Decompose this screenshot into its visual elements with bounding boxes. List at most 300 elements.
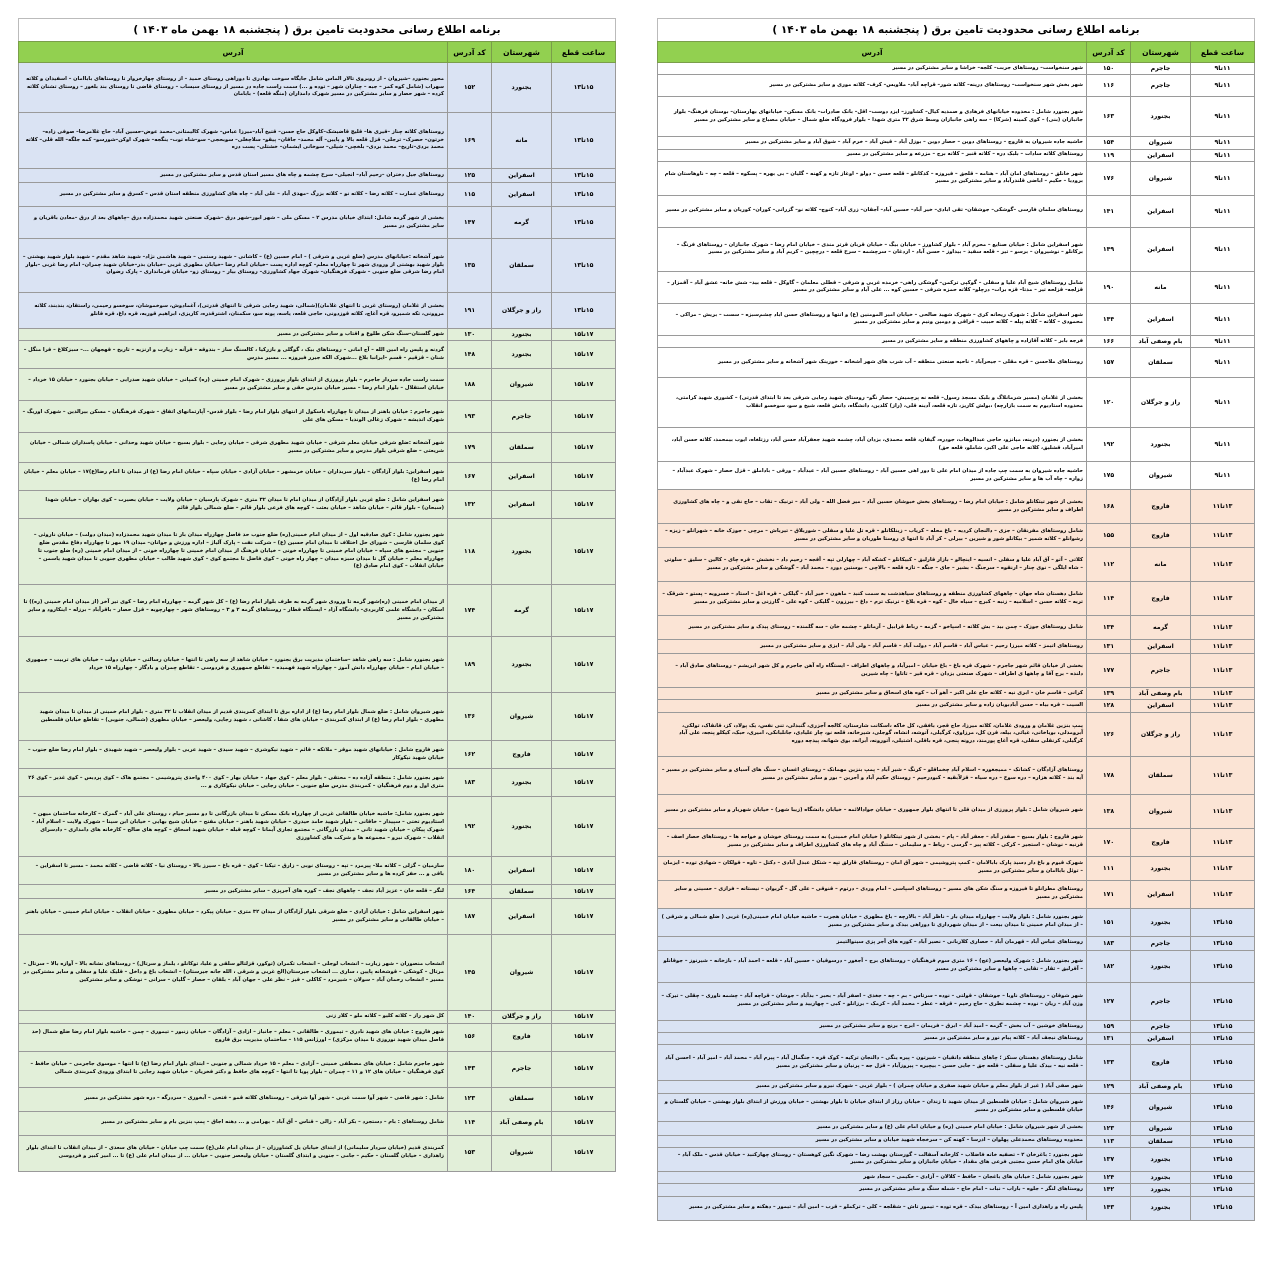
cut-time-cell: ۱۷تا۱۵ [552,401,616,433]
county-cell: شیروان [1131,1093,1191,1121]
cut-time-cell: ۱۱تا۹ [1191,462,1255,490]
address-code-cell: ۱۵۲ [448,63,492,113]
county-cell: اسفراین [1131,149,1191,161]
address-cell: لنگر – قلعه خان – عزیز آباد نجف – چاههای نجف – کوره های آجرپزی – سایر مشترکین در مسیر [19,885,448,899]
address-code-cell: ۱۴۳ [1087,1196,1131,1220]
address-cell: روستاهای جیل دختران –رحیم آباد– انجیلی– سرخ چشمه و چاه های مسیر استان قدس و سایر مشترکین در مسیر [19,169,448,183]
table-row [658,271,1255,303]
cut-time-cell: ۱۵تا۱۳ [552,63,616,113]
address-cell: روستاهای مطرانلو تا فیروزه و سنگ شکن های مسیر – روستاهای اسپاسی – امام وردی – درتوم – قنوقی – علی گل – گریوان – نیستانه – فرازی – حسینی و سایر مشترکین در مسیر [658,880,1087,908]
address-cell: انشعاب منصوران – شهر زیارت – انشعاب لوجلی – انشعاب تکمران (توکور، قزلتالو سلقی و علیا، توکانلو ، یلماز و سرتال) – روستاهای نشانه بالا – آوازه بالا – سرتال – مرتال – کوشکی – قوشخانه پایین ، ساری ... انشعاب جیرستان(الخ غربی و شرقی ، الله جانه جیرستان) – انشعاب باغ و داخل – قلیک علیا و سفلی و سایر مشترکین در مسیر – انشعاب رحمان آباد – سولان – شیرمرد – کاکلی – قیز – نظر علی – جهان آباد – بلقان – حصار – گلیان – سرانی – نوشکی و سایر مشترکین [19,935,448,1011]
address-cell: بخشی از شهر تیتکانلو شامل : خیابان امام رضا – روستاهای بخش خبوشان حسین آباد – میر فضل الله – ولی آباد – ترنیک – تقاب – حاج نقی و – چاه های کشاورزی اطراف و سایر مشترکین در مسیر [658,490,1087,524]
address-code-cell: ۱۷۰ [1087,828,1131,856]
county-cell: بام وصفی آباد [1131,688,1191,700]
cut-time-cell: ۱۱تا۹ [1191,335,1255,347]
cut-time-cell: ۱۱تا۹ [1191,149,1255,161]
address-cell: شامل روستاهای شیخ آباد علیا و سفلی – گوکپی ترکمن– گوشکی راهی– خرمده غربی و شرقی – قطلی معلمان – گاوکل – قلعه بید– شش خانه– عشق آباد – آقمزار – قزلجه– قزلحه تیر – مدتا– قزه برات– درچلو– کلاته حمزه شرقی – حسین کوه ... علی آباد و سایر مشترکین در مسیر [658,271,1087,303]
address-cell: کل شهر راز – کلاته کلیو – کلاته ملو – کلار زنی [19,1011,448,1023]
address-cell: سارمیان – گزلی – کلاته ملا– پیرمرد – تپه – روستای نوبی – زارق – تیکنا – کوی – قره باغ – سیرز بالا – روستای نیا – کلاته قاضی – کلاته محمد – مسیر تا اسفراین – باقی و ... حفر کرده ها و سایر مشترکین در مسیر [19,857,448,885]
address-code-cell: ۱۸۰ [448,857,492,885]
address-cell: حاشیه جاده شیروان به سمت چپ جاده از میدان امام علی تا دور اهی حسین آباد – روستاهای حسین آباد – عیدآباد – ورقی – باداملق – قزل حصار – شهرک عبدآباد – زواره – چاه آب ها و سایر مشترکین در مسیر [658,462,1087,490]
address-code-cell: ۱۱۴ [448,1111,492,1135]
address-code-cell: ۱۲۸ [1087,700,1131,712]
address-code-cell: ۱۹۰ [1087,271,1131,303]
col-header-address: آدرس [658,42,1087,63]
address-cell: حاشیه جاده شیروان به قاروچ – روستاهای دوین – حصار دوین – بوزل آباد – قیش آباد – خرم آباد – شوق آباد و سایر مشترکین در مسیر [658,137,1087,149]
table-row [658,195,1255,227]
county-cell: شیروان [1131,1121,1191,1135]
cut-time-cell: ۱۱تا۹ [1191,161,1255,195]
county-cell: جاجرم [1131,654,1191,688]
address-code-cell: ۱۱۵ [448,183,492,207]
county-cell: بجنورد [1131,1184,1191,1196]
county-cell: اسفراین [1131,640,1191,654]
address-code-cell: ۱۴۲ [1087,1184,1131,1196]
address-code-cell: ۱۱۱ [1087,856,1131,880]
address-cell: گردنه و پلیس راه امین الله – آج امانی – روستاهای بیک ، گوگلی و بازرکیا ، کالسنگ ساز – بندوقه – قرآنه – زیارت و ارنزیه – تاریخ – قهجهان ...– سبزکلاغ – قرا منگل – شنان – قزقیم – قسم –ایرانبا بلاغ ...شهرک الکه جیرر فیروزه ... مسیر مدرس [19,341,448,369]
cut-time-cell: ۱۳تا۱۱ [1191,700,1255,712]
county-cell: شیروان [1131,462,1191,490]
table-row [658,828,1255,856]
table-row [658,880,1255,908]
address-code-cell: ۱۵۷ [1087,348,1131,378]
county-cell: بجنورد [492,637,552,693]
cut-time-cell: ۱۵تا۱۳ [1191,1020,1255,1032]
county-cell: فاروج [1131,524,1191,548]
table-row [658,1147,1255,1171]
address-cell: کمربندی قدیم (خیابان سردار سلیمانی) از ابتدای خیابان یل کشاورزان – از میدان امام علی(ع) سمت چپ خیابان – خیابان های سعدی – از میدان انقلاب تا ابتدای بلوار زاهداری – خیابان گلستان – حکیم – جامی – جنوبی و ابتدای گلستان – خیابان ولیعصر جنوبی – خیابان ... از میدان امام علی (ع) تا ... امیر کبیر و فردوسی [19,1135,448,1171]
county-cell: جاجرم [1131,63,1191,75]
table-row [19,885,616,899]
cut-time-cell: ۱۱تا۹ [1191,63,1255,75]
county-cell: شیروان [492,369,552,401]
address-cell: سمت راست جاده سردار جاجرم – بلوار پرورزی از ابتدای بلوار پرورزی – شهرک امام خمینی (ره) کمپانی – خیابان شهید صدرایی – خیابان بجنورد – خیابان ۱۵ خرداد – خیابان استقلال – بلوار امام رضا – مسیر خیابان مدرس حقی و سایر مشترکین در مسیر [19,369,448,401]
cut-time-cell: ۱۳تا۱۱ [1191,654,1255,688]
address-code-cell: ۱۸۳ [1087,936,1131,950]
county-cell: مانه [492,113,552,169]
county-cell: سملقان [492,1087,552,1111]
county-cell: گرمه [492,207,552,239]
table-row [658,378,1255,428]
county-cell: شیروان [492,935,552,1011]
address-cell: روستاهای لنگر – جلوه – باراب – نبات – امام حاج – شمله سنگ و سایر مشترکین در مسیر [658,1184,1087,1196]
cut-time-cell: ۱۵تا۱۳ [552,183,616,207]
county-cell: اسفراین [492,463,552,491]
table-row [19,637,616,693]
county-cell: شیروان [1131,137,1191,149]
address-code-cell: ۱۶۶ [1087,335,1131,347]
table-row [19,585,616,637]
cut-time-cell: ۱۷تا۱۵ [552,341,616,369]
col-header-city: شهرستان [1131,42,1191,63]
cut-time-cell: ۱۷تا۱۵ [552,885,616,899]
table-row [19,1111,616,1135]
cut-time-cell: ۱۵تا۱۳ [1191,1121,1255,1135]
address-code-cell: ۱۴۵ [448,935,492,1011]
address-cell: شهر بجنورد شامل : کوی صادقیه اول – از میدان امام خمینی(ره) ضلع جنوب حد فاصل چهارراه میدان بار تا میدان شهید محمدزاده (میدان دولت) – خیابان ناروئی – کوی سلمان فارسی – شورای حل اختلاف تا میدان امام حسین (ع) – شرکت نفت – پارک آلیاژ – اداره ورزش و جوانان– میدان ۱۹ مهر تا چهارراه دفاع مقدس ضلع جنوبی – مجتمع های سپاه – خیابان امام خمینی تا چهارراه خونی – خیابان فرهنگ از میدان امام خمینی تا چهارراه خونی – از میدان امام خمینی (ره) ضلع جنوب تا چهارراه معلم – خیابان گل تا میدان سبزه میدان – چهار راه خونی – کوی فاضل تا مجتمع کوی – کوی شهید طالب – خیابان مطهری جنوبی تا میدان شهید یاسمن – خیابان انقلاب – کوی امام صادق (ع) [19,519,448,585]
address-cell: شهر بجنورد شامل : سه راهی شاهد –ساختمان مدیریت برق بجنورد – خیابان شاهد از سه راهی تا انتها – خیابان رسالتی – خیابان دولت – خیابان های تربیت – جمهوری – خیابان امام – خیابان چهارراه دانش آموز – چهارراه شهید فهمیده – تقاطع جمهوری و فردوسی – تقاطع چمران و بادگار – چهارراه ۱۵ خرداد [19,637,448,693]
address-code-cell: ۱۶۷ [448,463,492,491]
table-row [658,335,1255,347]
address-cell: شهر شیروان شامل : خیابان فلسطین از میدان شهید تا زندان – خیابان رزاز از ابتدای خیابان تا بلوار بهشتی – خیابان ورزش از ابتدای بلوار بهشتی – خیابان گلستان و خیابان فلسطین و سایر مشترکین در مسیر [658,1093,1087,1121]
county-cell: راز و جرگلان [492,293,552,329]
address-code-cell: ۱۵۱ [1087,908,1131,936]
county-cell: بجنورد [1131,908,1191,936]
cut-time-cell: ۱۵تا۱۳ [1191,1196,1255,1220]
left-table-body [19,63,616,1172]
cut-time-cell: ۱۷تا۱۵ [552,797,616,857]
cut-time-cell: ۱۷تا۱۵ [552,899,616,935]
table-row [658,712,1255,756]
cut-time-cell: ۱۷تا۱۵ [552,1135,616,1171]
address-code-cell: ۱۸۹ [448,637,492,693]
cut-time-cell: ۱۱تا۹ [1191,348,1255,378]
county-cell: اسفراین [492,899,552,935]
address-cell: شهر اسفراین شامل : شهرک ریحانه کری – شهرک شهید صالحی – خیابان امیر المومنین (ع) و انتها و روستاهای حسن اباد چشم‌سبزه – سست – بریش – مراکی – محمودی – کلاته – کلاته پیله – کلاته حبیب – قراقی و دومین ونیم و سایر مشترکین در مسیر [658,303,1087,335]
county-cell: اسفراین [492,857,552,885]
address-cell: بخشی از شهر شیروان شامل : خیابان امام خمینی (ره) و خیابان امام علی (ع) و سایر مشترکین در مسیر [658,1121,1087,1135]
address-code-cell: ۱۴۶ [1087,1093,1131,1121]
address-code-cell: ۱۸۳ [448,769,492,797]
address-code-cell: ۱۹۲ [1087,428,1131,462]
cut-time-cell: ۱۳تا۱۱ [1191,712,1255,756]
address-cell: روستاهای خوشین – آب بخش – گرمه – امید آباد – ابرق – فریمان – ابرج – برنج و سایر مشترکین در مسیر [658,1020,1087,1032]
address-code-cell: ۱۶۴ [448,885,492,899]
address-cell: شهر بجنورد شامل : محدوده خیابانهای فرهادی و صمدیه کیال– کشاورز– ایزد دوست– اقل– بانک صادرات– بانک مسکن– خیابانهای بهارستان– بوستان فرهنگ– بلوار جانبازان (بنی) – کوی کمینه (شرکا) – سه راهی جانبازان وسط شرق ۳۲ متری شهدا – بلوار فرودگاه ضلع شمال – خیابان مصباح و سایر مشترکین در مسیر [658,97,1087,137]
table-row [658,149,1255,161]
table-row [658,75,1255,97]
table-row [19,1023,616,1051]
col-header-code: کد آدرس [448,42,492,63]
table-row [19,741,616,769]
address-code-cell: ۱۳۱ [1087,1033,1131,1045]
county-cell: شیروان [1131,161,1191,195]
col-header-address: آدرس [19,42,448,63]
county-cell: جاجرم [492,401,552,433]
address-code-cell: ۱۴۳ [448,1051,492,1087]
county-cell: راز و جرگلان [1131,712,1191,756]
table-row [658,700,1255,712]
address-cell: از میدان امام خمینی (ره)شهر گرمه تا ورودی شهر گرمه به طرف بلوار امام رضا (ع) – کل شهر گرمه – چهارراه امام رضا – کوی تیر آخر (از میدان امام خمینی (ره)) تا اسکان – دانشگاه علمی کاربردی– دانشگاه آزاد – ایستگاه قطار – روستاهای گرمه ۲ و ۳ – روستاهای شهر – چهارچوبه – قزل حصار – باقرآباد – برزله – اینکارود و سایر مشترکین در مسیر [19,585,448,637]
cut-time-cell: ۱۳تا۱۱ [1191,640,1255,654]
address-cell: شامل روستاهای جوزک – چمن بید – بش کلاته – اسپاخو – گزمه – رباط قرابیل – آرماتلو – چشمه خان – سه گلمنده – روستای پیدک و سایر مشترکین در مسیر [658,616,1087,640]
address-cell: شهر گلستان–سنگ شکن طلوع و اقتاب و سایر مشترکین در مسیر [19,329,448,341]
table-row [658,490,1255,524]
address-code-cell: ۱۸۲ [1087,950,1131,982]
address-cell: کرانی – قاسم خان – ابری نیه – کلاته حاج علی اکبر – آهو آب – کوه های اسحاق و سایر مشترکین در مسیر [658,688,1087,700]
table-row [19,63,616,113]
address-code-cell: ۱۶۲ [448,741,492,769]
table-row [19,769,616,797]
table-row [658,524,1255,548]
right-table-body [658,63,1255,1221]
county-cell: شیروان [1131,794,1191,828]
county-cell: اسفراین [1131,700,1191,712]
table-row [19,899,616,935]
county-cell: بام وصفی آباد [1131,1081,1191,1093]
table-row [658,1196,1255,1220]
county-cell: فاروج [492,1023,552,1051]
address-cell: شامل روستاهای مفرنقان – جزی – دالنجان کردیه – باغ محله – کریاب – زینلکانلو – قره تل علیا و سفلی – شوربلاق – تیرباش – مرچی – جوزک خانه – شهرانلو – زیزه – رشوانلو – کلاته شمیر – بیکانلو شور و شیرین – بیرلی – کر آباد تا انتها ی روستا طوریان و سایر مشترکین در مسیر [658,524,1087,548]
address-cell: روستاهای عباس آباد – قهرمان آباد – حصاری کلاربانی – نصیر آباد – کوره های آجر پزی سینوالتیمز [658,936,1087,950]
cut-time-cell: ۱۵تا۱۳ [1191,1135,1255,1147]
table-row [658,1020,1255,1032]
county-cell: بجنورد [1131,1147,1191,1171]
cut-time-cell: ۱۷تا۱۵ [552,1051,616,1087]
county-cell: مانه [1131,548,1191,582]
address-cell: شهر بجنورد شامل : بلوار ولایت – چهارراه میدان بار – ناظر آباد – بالارچه – باغ مطهری – خیابان هجرت – حاشیه خیابان امام خمینی(ره) غربی ( ضلع شمالی و شرقی ) – از میدان امام خمینی تا میدان بیعت – از میدان شهرداری تا دوراهی بیدک و سایر مشترکین در مسیر [658,908,1087,936]
cut-time-cell: ۱۵تا۱۳ [1191,1045,1255,1081]
address-cell: شهر سنخواست– روستاهای جربت– کلجه– خراشا و سایر مشترکین در مسیر [658,63,1087,75]
county-cell: اسفراین [1131,880,1191,908]
county-cell: بجنورد [492,341,552,369]
cut-time-cell: ۱۳تا۱۱ [1191,880,1255,908]
table-row [658,1033,1255,1045]
table-row [658,161,1255,195]
county-cell: شیروان [492,1135,552,1171]
table-row [658,936,1255,950]
address-code-cell: ۱۱۹ [1087,149,1131,161]
right-panel-title: برنامه اطلاع رسانی محدودیت تامین برق ( پنجشنبه ۱۸ بهمن ماه ۱۴۰۳ ) [657,18,1255,41]
county-cell: سملقان [492,433,552,463]
address-code-cell: ۱۳۰ [448,329,492,341]
cut-time-cell: ۱۷تا۱۵ [552,433,616,463]
address-cell: بخشی از خیابان قائم شهر جاجرم – شهرک قره باغ – باغ خیابان – امیرآباد و چاههای اطراف – ایستگاه راه آهن جاجرم و کل شهر ابریشم – روستاهای صادق آباد – دلنده – برج آقا و چاهها ی اطراف – شهرک صنعتی یزدان – قره قیر – تاتاوا – چاه شیرین [658,654,1087,688]
county-cell: سملقان [492,885,552,899]
address-code-cell: ۱۴۱ [1087,195,1131,227]
address-code-cell: ۱۳۵ [448,239,492,293]
cut-time-cell: ۱۳تا۱۱ [1191,856,1255,880]
address-cell: شهر آشخانه :ضلع شرقی خیابان معلم شرقی – خیابان شهید مطهری شرقی – خیابان رجایی – بلوار بسیج – خیابان شهید وحدانی – خیابان پاسداران شمالی – خیابان شریعتی – ضلع شرقی بلوار مدرس و سایر مشترکین در مسیر [19,433,448,463]
county-cell: جاجرم [1131,982,1191,1020]
address-code-cell: ۱۶۹ [448,113,492,169]
address-code-cell: ۱۹۳ [448,401,492,433]
address-cell: شهر اسفراین شامل : ضلع غربی بلوار آزادگان از میدان امام تا میدان ۳۲ متری – شهرک پارسیان – خیابان ولایت – خیابان بصیرت – کوی بهاران – خیابان شهدا (سبحان) – بلوار قائم – خیابان شاهد – خیابان بعثت – کوچه های فرعی بلوار قائم – ضلع شمالی بلوار قائم [19,491,448,519]
address-code-cell: ۱۳۷ [1087,1147,1131,1171]
county-cell: اسفراین [1131,303,1191,335]
county-cell: جاجرم [1131,75,1191,97]
table-row [19,693,616,741]
address-cell: السیت – قره بیاه – حسن آبادبوبان زاده و سایر مشترکین در مسیر [658,700,1087,712]
address-cell: شهر شوقان – روستاهای ناوبا – جوشقان – قولتی – نوده – سرتاس – بم – چه – جغدی – اصفر آباد – بحبر – بدآباد – جوشان – قراچه آباد – چشمه ناوری – چقلی – تیرک – وزن آباد – ریان – نوده – چشمه نطری – حاج رحیم – قرقه – عطر – محمد آباد – کرمک – برزانلو – کبی – چهاریید و سایر مشترکین در مسیر [658,982,1087,1020]
address-cell: شهر جاجرم شامل : خیابان های مصطفی خمینی – آزادی – معلم – ۱۵ خرداد شمالی و جنوبی – ابتدای بلوار امام رضا (ع) تا انتها – موسوی جاجرمی – خیابان حافظ – کوی فرهنگیان – خیابان های ۱۲ و ۱۱ – چمران – بلوار پویا تا انتها – کوچه های حافظ و دکتر فخریان – خیابان شهید رجایی تا ابتدای ورودی کمربندی شمالی [19,1051,448,1087]
county-cell: سملقان [1131,348,1191,378]
cut-time-cell: ۱۵تا۱۳ [1191,1147,1255,1171]
table-row [658,462,1255,490]
address-cell: شهر بجنورد شامل : خیابان های باغجان – حافظ – کلالان – آزادی – حکیمی – سجاد شهر [658,1171,1087,1183]
address-cell: کلاتی – آتو – آق آباد علیا و سفلی – انسیه – اینچالو – بازار قارلیق – کبیکانلو – کشکه آباد – چهارلی تپه – آقجه – رحیم داد – نخشش – قره چای – کالین – سلیق – سلوتی – شاه ایلگی – نوی چنار – ارنقوه – سرجنگ – بشیر – جای – جنگه – تازه قلعه – بالاچی – بوستین دورد – محمد آباد – گوشکی و سایر مشترکین در مسیر [658,548,1087,582]
county-cell: فاروج [1131,490,1191,524]
col-header-time: ساعت قطع [552,42,616,63]
county-cell: بجنورد [492,63,552,113]
address-cell: شهر آشخانه :خیابانهای مدرس (ضلع غربی و شرقی ) – امام حسین (ع) – کاشانی – شهید رستمی – شهید هاشمی نژاد– شهید شاهد مقدم – شهید بلوار شهید بهشتی –بلوار شهید بهشتی از ورودی شهر تا چهارراه معلم– کوچه اداره پست –خیابان امام رضا –خیابان مطهری غربی –خیابان بدر–خیابان شهید چمران– امام رضا غربی –بلوار امام رضا شرقی ضلع جنوبی – شهرک فرهنگیان– شهرک جهاد کشاورزی– روستای بیار – روستای زو– خیابان فرمانداری – پارک رضوان [19,239,448,293]
table-row [19,1051,616,1087]
table-row [658,137,1255,149]
address-code-cell: ۱۳۹ [1087,688,1131,700]
address-cell: شهر خانلق – روستاهای امان آباد – هنامه – قلجق – فیروزه – کدکانلو – قلعه حسن – دولو – اوغاز تازه و کهنه – گلیان – بی بهره – پسکوه – قلعه – چه – ناوهاستان شام برودیا – حکیم – اباضی قلندرآباد و سایر مشترکین در مسیر [658,161,1087,195]
table-row [658,688,1255,700]
col-header-city: شهرستان [492,42,552,63]
cut-time-cell: ۱۷تا۱۵ [552,741,616,769]
cut-time-cell: ۱۵تا۱۳ [552,113,616,169]
address-code-cell: ۱۱۴ [1087,582,1131,616]
table-row [19,463,616,491]
address-cell: فرجه بابر – کلاته آقازاده و چاههای کشاورزی منطقه و سایر مشترکین در مسیر [658,335,1087,347]
table-row [19,1087,616,1111]
county-cell: سملقان [1131,1135,1191,1147]
cut-time-cell: ۱۳تا۱۱ [1191,794,1255,828]
right-schedule-table [657,41,1255,1221]
county-cell: راز و جرگلان [1131,378,1191,428]
table-row [658,1135,1255,1147]
address-code-cell: ۱۲۳ [448,1087,492,1111]
county-cell: بجنورد [1131,1171,1191,1183]
table-row [658,348,1255,378]
table-row [658,794,1255,828]
county-cell: بجنورد [1131,1196,1191,1220]
table-row [658,950,1255,982]
address-code-cell: ۱۲۷ [1087,982,1131,1020]
address-code-cell: ۱۲۳ [1087,1121,1131,1135]
address-code-cell: ۱۳۳ [1087,1045,1131,1081]
cut-time-cell: ۱۵تا۱۳ [1191,950,1255,982]
county-cell: گرمه [1131,616,1191,640]
county-cell: مانه [1131,271,1191,303]
address-code-cell: ۱۱۸ [448,519,492,585]
address-cell: شامل : شهر قاضی – شهر آوا سمت غربی – شهر آوا شرقی – روستاهای کلاته قمو – فتحی – آبخوری – سردرگه – دره شهر مشترکین در مسیر [19,1087,448,1111]
left-schedule-table [18,41,616,1172]
cut-time-cell: ۱۵تا۱۳ [1191,908,1255,936]
address-code-cell: ۱۴۷ [448,207,492,239]
address-cell: روستاهای نیجف آباد – کلاته پیام نور و سایر مشترکین در مسیر [658,1033,1087,1045]
cut-time-cell: ۱۷تا۱۵ [552,491,616,519]
county-cell: اسفراین [492,169,552,183]
table-row [658,303,1255,335]
county-cell: جاجرم [492,1051,552,1087]
address-code-cell: ۱۸۸ [448,369,492,401]
address-code-cell: ۱۲۹ [1087,1081,1131,1093]
cut-time-cell: ۱۵تا۱۳ [1191,982,1255,1020]
table-row [658,428,1255,462]
address-code-cell: ۱۷۵ [1087,462,1131,490]
county-cell: سملقان [492,239,552,293]
cut-time-cell: ۱۷تا۱۵ [552,857,616,885]
cut-time-cell: ۱۳تا۱۱ [1191,616,1255,640]
address-cell: شهر شیروان شامل : بلوار پرورزی از میدان قلی تا انتهای بلوار جمهوری – خیابان جوادالائمه – خیابان دانشگاه (زیبا شهر) – خیابان شهریار و سایر مشترکین در مسیر [658,794,1087,828]
cut-time-cell: ۱۳تا۱۱ [1191,828,1255,856]
cut-time-cell: ۱۷تا۱۵ [552,693,616,741]
county-cell: بجنورد [492,519,552,585]
table-row [658,654,1255,688]
address-code-cell: ۱۵۰ [1087,63,1131,75]
cut-time-cell: ۱۵تا۱۳ [552,169,616,183]
table-row [19,1011,616,1023]
county-cell: بجنورد [1131,950,1191,982]
cut-time-cell: ۱۱تا۹ [1191,97,1255,137]
cut-time-cell: ۱۵تا۱۳ [1191,1184,1255,1196]
table-row [19,935,616,1011]
cut-time-cell: ۱۷تا۱۵ [552,329,616,341]
cut-time-cell: ۱۱تا۹ [1191,137,1255,149]
address-code-cell: ۱۹۲ [448,797,492,857]
county-cell: بام وصفی آباد [1131,335,1191,347]
table-row [19,169,616,183]
table-row [658,97,1255,137]
table-row [658,1121,1255,1135]
cut-time-cell: ۱۳تا۱۱ [1191,548,1255,582]
address-cell: روستاهای عمارت – کلاته رضا – کلاته نو – کلاته بزرگ –مهدی آباد – علی آباد – چاه های کشاورزی منطقه استان قدس – کسرق و سایر مشترکین در مسیر [19,183,448,207]
address-cell: شهر بجنورد : باغرخان ۲ – تصفیه خانه فاضلاب – کارخانه آسفالت – گورستان بهشت رضا – شهرک نگین کوهستان – روستای چهارکنبد – خیابان قدس – ملک آباد – خیابان های امام حسن مجتبی فرعی های مقداد – خیابان جانبازان و سایر مشترکین در مسیر [658,1147,1087,1171]
table-row [658,1045,1255,1081]
table-row [19,519,616,585]
county-cell: بجنورد [492,797,552,857]
address-code-cell: ۱۹۱ [448,293,492,329]
cut-time-cell: ۱۱تا۹ [1191,227,1255,271]
address-cell: شهر فاروج : خیابان های شهید نادری – تیموری – طالقانی – معلم – جانباز – ازادی – آزادگان – خیابان زنبور – تیموری – چمن – حاشیه بلوار امام رضا ضلع شمال (حد فاصل میدان شهید نوروزی تا میدان مرکزی) – اورژانس ۱۱۵ – ساختمان مدیریت برق فاروج [19,1023,448,1051]
county-cell: فاروج [1131,828,1191,856]
cut-time-cell: ۱۵تا۱۳ [1191,1033,1255,1045]
table-row [19,341,616,369]
table-row [19,239,616,293]
cut-time-cell: ۱۷تا۱۵ [552,637,616,693]
address-code-cell: ۱۵۹ [1087,1020,1131,1032]
table-row [658,1093,1255,1121]
address-cell: روستاهای اتیمز – کلاته میرزا رحیم – عباس آباد – قاسم آباد – دولت آباد – قاسم آباد – ولی آباد – ایزی و سایر مشترکین در مسیر [658,640,1087,654]
cut-time-cell: ۱۵تا۱۳ [1191,1171,1255,1183]
cut-time-cell: ۱۵تا۱۳ [1191,936,1255,950]
address-code-cell: ۱۵۵ [1087,524,1131,548]
address-cell: روستاهای ملاحسن – قره مقلی – جیحرآباد – ناحیه صنعتی منطقه – آب شرب های شهر آشخانه – خورینک شهر آشخانه و سایر مشترکین در مسیر [658,348,1087,378]
table-row [658,63,1255,75]
county-cell: فاروج [492,741,552,769]
address-cell: شهر فاروج : بلوار بسیج – صفدر آباد – جعفر آباد – پام – بخشی از شهر تیتکانلو ( خیابان امام خمینی) به سمت روستای خوشان و خواجه ها – روستاهای حصار اصف – قرنیه – نوشان – استجیر – کرکی – کلاته پیر – گرسی – ریاط – و سلیمانی – ستنگ آباد و چاه های کشاورزی اطراف و سایر مشترکین در مسیر [658,828,1087,856]
address-cell: شامل دهستان شاه جهان – چاههای کشاورزی منطقه و روستاهای سیاهدشت به سمت کنبد – ماهون – خیر آباد – گیلکی – قره اغل – استاد – خسرویه – پستو – شرقک – تربه – کلاته حسن – اسلامیه – زنبه – کبرچ – سیاه خال – کوه – قره بلاغ – ترنیک ترم – داغ – بیرزون – گلیکی – کوه علی – گارزنی و سایر مشترکین در مسیر [658,582,1087,616]
address-code-cell: ۱۴۹ [1087,227,1131,271]
cut-time-cell: ۱۷تا۱۵ [552,935,616,1011]
address-cell: روستاهای کلاته چناز –قیری ها– قلیچ قاضیشک–کاوکل حاج حسن– قتیخ آباد–میرزا عباس– شهرک کالیمتانی–محمد عوض–حسین آباد– حاج غلامرضا– صوفی زاده– خرتون– حصرک– ترجلی– قزل قلعه بالا و پایین– آله محمد– جاقان– پیقو– سلاچغلی– سوبحجی– سو–شاه توت– ینگجه– شهرک اوکن–شورسو– کمه جلگه– الله قلی– کلاته محمد بردی–تاریخ– محمد بردی– بلخچی– شیلی– سوخانی ایشمان– خشتلی– پست دره [19,113,448,169]
cut-time-cell: ۱۱تا۹ [1191,75,1255,97]
address-code-cell: ۱۳۴ [1087,616,1131,640]
address-code-cell: ۱۳۲ [448,491,492,519]
table-row [19,183,616,207]
cut-time-cell: ۱۵تا۱۳ [552,293,616,329]
table-row [19,433,616,463]
cut-time-cell: ۱۵تا۱۳ [552,207,616,239]
cut-time-cell: ۱۷تا۱۵ [552,463,616,491]
left-panel-title: برنامه اطلاع رسانی محدودیت تامین برق ( پنجشنبه ۱۸ بهمن ماه ۱۴۰۳ ) [18,18,616,41]
cut-time-cell: ۱۷تا۱۵ [552,1011,616,1023]
table-row [658,582,1255,616]
table-row [658,982,1255,1020]
county-cell: اسفراین [1131,1033,1191,1045]
address-cell: بخشی از غلامان (روستای غربی تا انتهای غلامان)(شمالی، شهید رجایی شرقی تا انتهای قدرتی)، آغمادوش، سوخموشان، سوخسو رحیمی، راستقان، بندبند، کلاته مروونی، تکه شمیرو، قره آغاچ، کلاته قوزدونی، حاجی قلعه، یاسه، پونه سو، سکمنان، اشترقدره، کاریزی، ابراهیم قوربه، قره داغ، قره قانلو [19,293,448,329]
address-cell: شهر فاروج شامل : خیابانهای شهید موقر – ملاتکه – قائم – شهید نیکوشری – شهید سیدی – شهید عربی – بلوار ولیعصر – شهید شهیدی – بلوار امام رضا ضلع جنوب – خیابان شهید نیکوکار [19,741,448,769]
address-code-cell: ۱۵۶ [448,1023,492,1051]
county-cell: جاجرم [1131,936,1191,950]
cut-time-cell: ۱۷تا۱۵ [552,769,616,797]
cut-time-cell: ۱۱تا۹ [1191,428,1255,462]
address-cell: پلیس راه و راهداری امین آ – روستاهای بیدک – قره توده – تیمور تاش – شقلجه – کلی – ترکملو – قرب – امین آباد – تیمور – دهکنه و سایر مشترکین در مسیر [658,1196,1087,1220]
address-code-cell: ۱۷۷ [1087,654,1131,688]
address-cell: شهر جاجرم : خیابان باهنر از میدان تا چهارراه باسکول از انتهای بلوار امام رضا – بلوار قدس– آپارتمانهای اتفاق – شهرک فرهنگیان – مسکن بیرالدین – شهرک اوریگ – شهرک اندیشه – شهرک زغالی الوندیا – مسکن های علی [19,401,448,433]
address-code-cell: ۱۱۲ [1087,548,1131,582]
address-cell: شامل روستاهای دهستان سنکز ؛ چاهای منطقه دانقیان – شیرتون – پیره ینگی – دالنجان ترکیه – کوک قره – جنگمال آباد – پیرم آباد – محمد آباد – امیر آباد – احسن آباد – قلعه نیه – بیدک علیا و سفلی – قلعه جق – جایی حسن – بیچیره – پیروزآباد – قزل جه – پرنیان و سایر مشترکین در مسیر [658,1045,1087,1081]
county-cell: جاجرم [1131,1020,1191,1032]
cut-time-cell: ۱۱تا۹ [1191,378,1255,428]
address-cell: شامل روستاهای : بام – دستجرد – بکر آباد – زالی – قناس – آق آباد – بهرامی و ... دهنه اجاق – پمپ بنزین بام و سایر مشترکین در مسیر [19,1111,448,1135]
cut-time-cell: ۱۱تا۹ [1191,195,1255,227]
address-code-cell: ۱۳۱ [1087,640,1131,654]
